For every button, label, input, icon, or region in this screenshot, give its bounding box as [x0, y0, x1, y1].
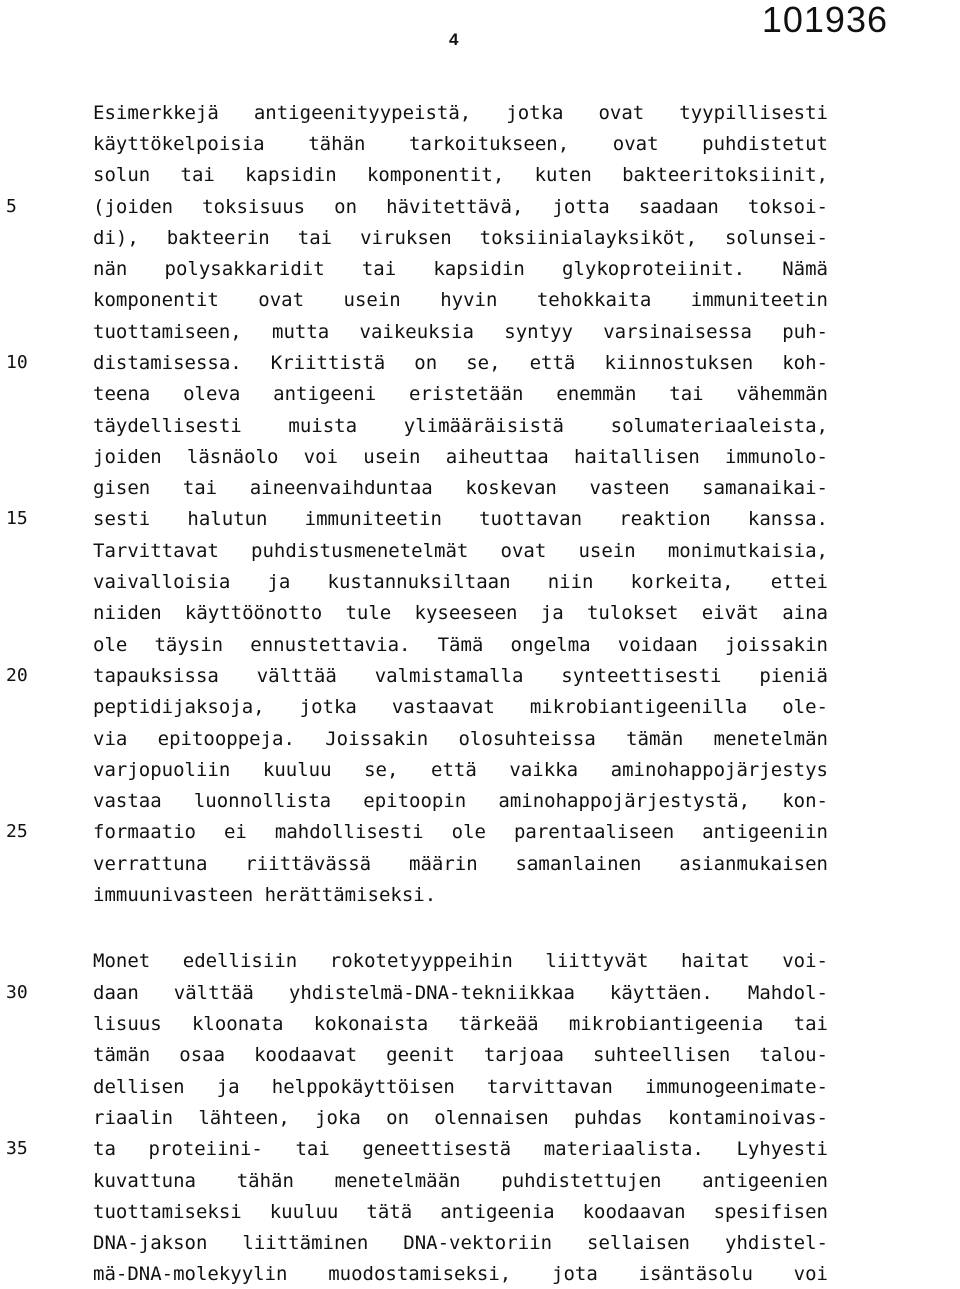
text-line: niiden käyttöönotto tule kyseeseen ja tulokset eivät aina — [93, 602, 828, 624]
text-line: teena oleva antigeeni eristetään enemmän tai vähemmän — [93, 383, 828, 405]
text-line: dellisen ja helppokäyttöisen tarvittavan immunogeenimate- — [93, 1076, 828, 1098]
line-number: 20 — [6, 665, 28, 686]
text-line: DNA-jakson liittäminen DNA-vektoriin sellaisen yhdistel- — [93, 1232, 828, 1254]
text-line: ta proteiini- tai geneettisestä materiaalista. Lyhyesti — [93, 1138, 828, 1160]
text-line: (joiden toksisuus on hävitettävä, jotta saadaan toksoi- — [93, 196, 828, 218]
text-line: komponentit ovat usein hyvin tehokkaita immuniteetin — [93, 289, 828, 311]
text-line: nän polysakkaridit tai kapsidin glykoproteiinit. Nämä — [93, 258, 828, 280]
text-line: formaatio ei mahdollisesti ole parentaaliseen antigeeniin — [93, 821, 828, 843]
text-line: daan välttää yhdistelmä-DNA-tekniikkaa käyttäen. Mahdol- — [93, 982, 828, 1004]
text-line: tapauksissa välttää valmistamalla synteettisesti pieniä — [93, 665, 828, 687]
text-line: käyttökelpoisia tähän tarkoitukseen, ovat puhdistetut — [93, 133, 828, 155]
text-line: sesti halutun immuniteetin tuottavan reaktion kanssa. — [93, 508, 828, 530]
text-line: via epitooppeja. Joissakin olosuhteissa tämän menetelmän — [93, 728, 828, 750]
text-line: mä-DNA-molekyylin muodostamiseksi, jota isäntäsolu voi — [93, 1263, 828, 1285]
text-line: peptidijaksoja, jotka vastaavat mikrobiantigeenilla ole- — [93, 696, 828, 718]
text-line: tuottamiseksi kuuluu tätä antigeenia koodaavan spesifisen — [93, 1201, 828, 1223]
text-line: tämän osaa koodaavat geenit tarjoaa suhteellisen talou- — [93, 1044, 828, 1066]
text-line: tuottamiseen, mutta vaikeuksia syntyy varsinaisessa puh- — [93, 321, 828, 343]
text-line: Monet edellisiin rokotetyyppeihin liittyvät haitat voi- — [93, 950, 828, 972]
line-number: 15 — [6, 508, 28, 529]
text-line: ole täysin ennustettavia. Tämä ongelma voidaan joissakin — [93, 634, 828, 656]
text-line: Esimerkkejä antigeenityypeistä, jotka ovat tyypillisesti — [93, 102, 828, 124]
text-line: täydellisesti muista ylimääräisistä solumateriaaleista, — [93, 415, 828, 437]
line-number: 30 — [6, 982, 28, 1003]
text-line: distamisessa. Kriittistä on se, että kiinnostuksen koh- — [93, 352, 828, 374]
text-line: di), bakteerin tai viruksen toksiinialayksiköt, solunsei- — [93, 227, 828, 249]
text-line: vastaa luonnollista epitoopin aminohappojärjestystä, kon- — [93, 790, 828, 812]
text-line: lisuus kloonata kokonaista tärkeää mikrobiantigeenia tai — [93, 1013, 828, 1035]
text-line: joiden läsnäolo voi usein aiheuttaa haitallisen immunolo- — [93, 446, 828, 468]
text-line: Tarvittavat puhdistusmenetelmät ovat usein monimutkaisia, — [93, 540, 828, 562]
text-line: gisen tai aineenvaihduntaa koskevan vasteen samanaikai- — [93, 477, 828, 499]
text-line: kuvattuna tähän menetelmään puhdistettujen antigeenien — [93, 1170, 828, 1192]
line-number: 35 — [6, 1138, 28, 1159]
line-number: 25 — [6, 821, 28, 842]
text-line: varjopuoliin kuuluu se, että vaikka aminohappojärjestys — [93, 759, 828, 781]
text-line: solun tai kapsidin komponentit, kuten bakteeritoksiinit, — [93, 164, 828, 186]
document-number: 101936 — [761, 0, 888, 40]
text-line: vaivalloisia ja kustannuksiltaan niin korkeita, ettei — [93, 571, 828, 593]
line-number: 10 — [6, 352, 28, 373]
text-line: immuunivasteen herättämiseksi. — [93, 884, 437, 906]
line-number: 5 — [6, 196, 17, 217]
text-line: verrattuna riittävässä määrin samanlainen asianmukaisen — [93, 853, 828, 875]
page-number: 4 — [449, 30, 459, 49]
text-line: riaalin lähteen, joka on olennaisen puhdas kontaminoivas- — [93, 1107, 828, 1129]
